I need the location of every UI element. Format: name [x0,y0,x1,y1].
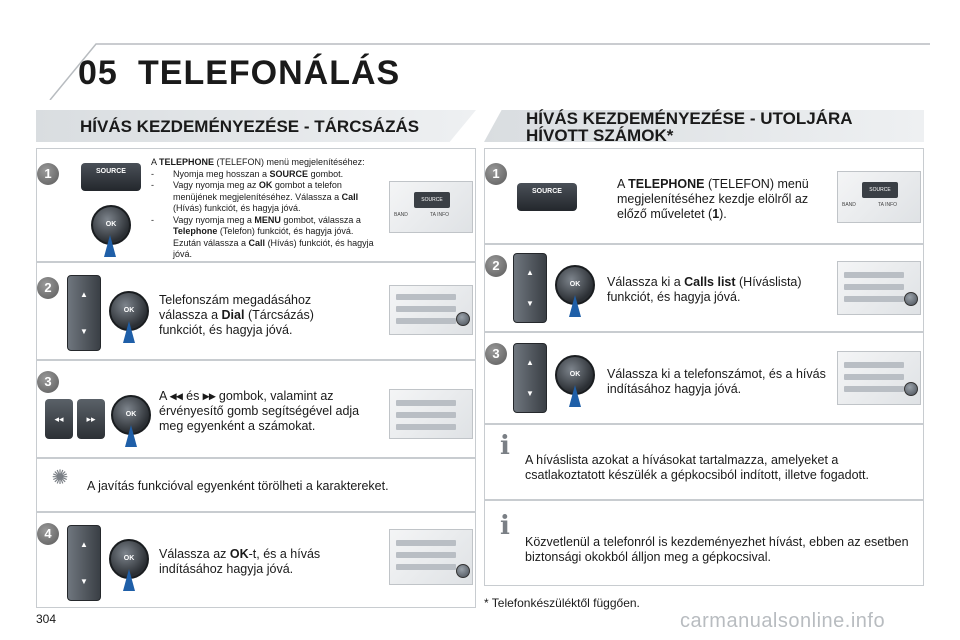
info-icon: i [500,511,510,541]
ok-knob: OK [555,355,595,395]
ok-knob: OK [91,205,131,245]
press-arrow-icon [569,295,581,317]
page-header [0,0,960,100]
step-number-badge: 1 [485,163,507,185]
info1-text: A híváslista azokat a hívásokat tartalmazza, amelyeket a csatlakoztatott készülék a gépkocsiból indított, illetve fogadott. [525,453,869,482]
press-arrow-icon [125,425,137,447]
left-step4-panel [36,512,476,608]
chapter-number: 05 [78,54,118,92]
source-button: SOURCE [862,182,898,198]
info2-text: Közvetlenül a telefonról is kezdeményezhet hívást, ebben az esetben biztonsági okokból álljon meg a gépkocsival. [525,535,909,564]
radio-panel-illustration [389,389,473,439]
left-step3-text: A ◂◂ és ▸▸ gombok, valamint az érvényesítő gomb segítségével adja meg egyenként a számokat. [159,389,360,433]
ok-knob: OK [111,395,151,435]
left-step1-panel [36,148,476,262]
up-down-rocker: ▲ ▼ [513,343,547,413]
right-section-title: HÍVÁS KEZDEMÉNYEZÉSE - UTOLJÁRA HÍVOTT SZÁMOK* [526,109,852,145]
source-button: SOURCE [517,183,577,211]
radio-panel-illustration [389,529,473,585]
left-step2-text: Telefonszám megadásához válassza a Dial (Tárcsázás) funkciót, és hagyja jóvá. [159,293,314,337]
left-step1-instructions: A TELEPHONE (TELEFON) menü megjelenítéséhez: - Nyomja meg hosszan a SOURCE gombot. - Vagy nyomja meg az OK gombot a telefon menüjének megjelenítéséhez. Válassza a Call (Hívás) funkciót, és hagyja jóvá. - Vagy nyomja meg a MENU gombot, válassza a Telephone (Telefon) funkciót, és hagyja jóvá. Ezután válassza a Call (Hívás) funkciót, és hagyja jóvá. [151,157,383,261]
right-step3-text: Válassza ki a telefonszámot, és a hívás indításához hagyja jóvá. [607,367,826,396]
right-info1-panel [484,424,924,500]
right-step2-panel [484,244,924,332]
page-number: 304 [36,612,57,626]
lightbulb-icon: ✺ [51,467,69,489]
left-step3-panel [36,360,476,458]
press-arrow-icon [104,235,116,257]
left-tip-panel [36,458,476,512]
radio-panel-illustration [837,171,921,223]
source-button: SOURCE [81,163,141,191]
radio-panel-illustration [389,181,473,233]
left-step4-text: Válassza az OK-t, és a hívás indításához hagyja jóvá. [159,547,321,576]
band-label: BAND [842,202,856,208]
tip-text: A javítás funkcióval egyenként törölheti a karaktereket. [87,479,389,493]
seek-back-button: ◂◂ [45,399,73,439]
ta-info-label: TA INFO [878,202,898,208]
ta-info-label: TA INFO [430,212,450,218]
ok-knob: OK [109,539,149,579]
chapter-title: TELEFONÁLÁS [138,54,401,92]
radio-panel-illustration [389,285,473,335]
source-button: SOURCE [414,192,450,208]
footnote: * Telefonkészüléktől függően. [484,596,640,610]
step-number-badge: 1 [37,163,59,185]
right-step1-text: A TELEPHONE (TELEFON) menü megjelenítéséhez kezdje elölről az előző műveletet (1). [617,177,809,221]
right-step3-panel [484,332,924,424]
ok-knob: OK [109,291,149,331]
step-number-badge: 3 [485,343,507,365]
radio-panel-illustration [837,351,921,405]
press-arrow-icon [123,569,135,591]
step-number-badge: 2 [485,255,507,277]
press-arrow-icon [123,321,135,343]
up-down-rocker: ▲ ▼ [67,275,101,351]
right-step2-text: Válassza ki a Calls list (Híváslista) funkciót, és hagyja jóvá. [607,275,802,304]
step-number-badge: 3 [37,371,59,393]
info-icon: i [500,431,510,461]
step-number-badge: 4 [37,523,59,545]
left-section-title: HÍVÁS KEZDEMÉNYEZÉSE - TÁRCSÁZÁS [80,117,420,136]
right-step1-panel [484,148,924,244]
ok-knob: OK [555,265,595,305]
up-down-rocker: ▲ ▼ [67,525,101,601]
radio-panel-illustration [837,261,921,315]
band-label: BAND [394,212,408,218]
press-arrow-icon [569,385,581,407]
up-down-rocker: ▲ ▼ [513,253,547,323]
seek-forward-button: ▸▸ [77,399,105,439]
left-step2-panel [36,262,476,360]
right-info2-panel [484,500,924,586]
step-number-badge: 2 [37,277,59,299]
watermark: carmanualsonline.info [680,610,886,632]
